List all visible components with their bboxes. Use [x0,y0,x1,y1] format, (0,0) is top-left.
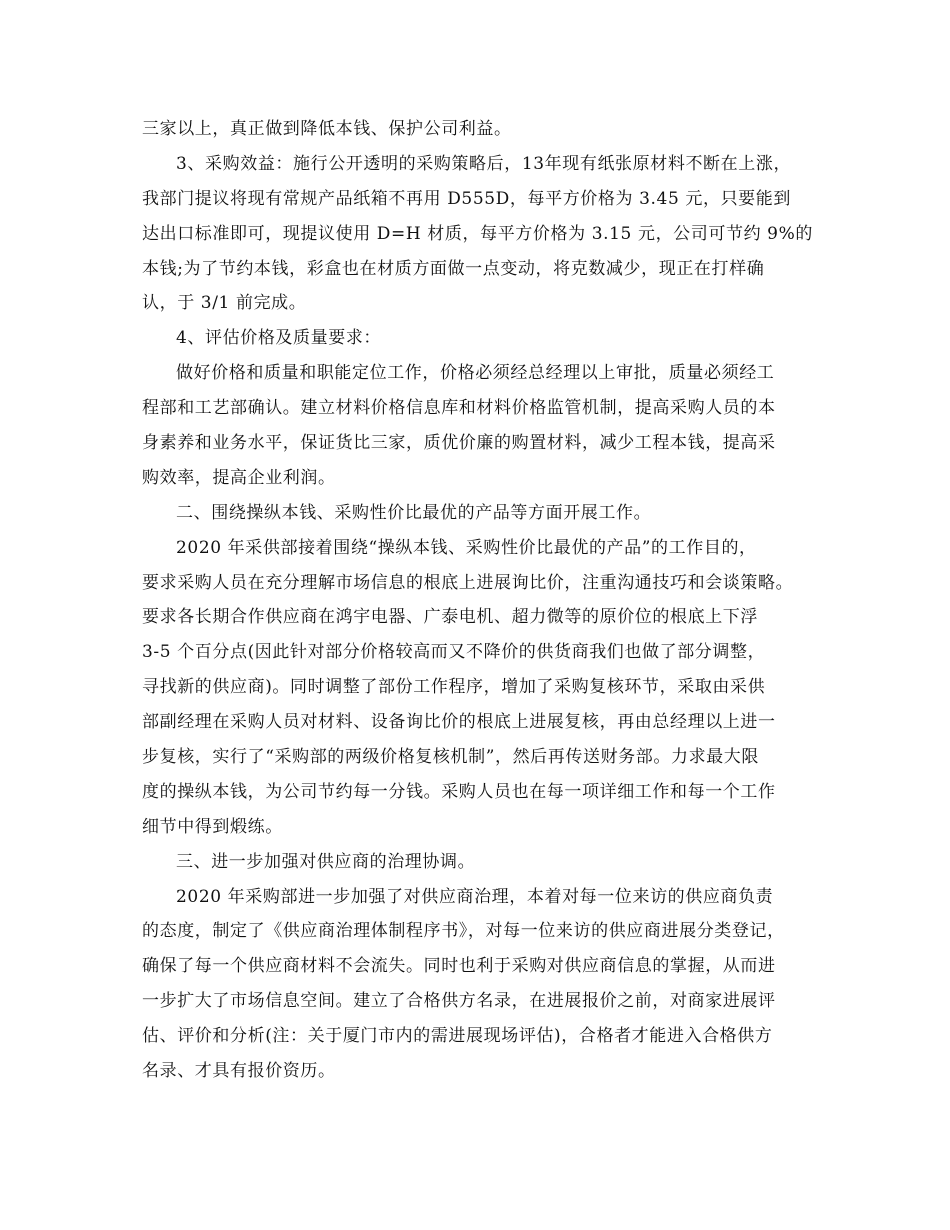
text-line: 度的操纵本钱，为公司节约每一分钱。采购人员也在每一项详细工作和每一个工作 [142,781,776,802]
text-line: 二、围绕操纵本钱、采购性价比最优的产品等方面开展工作。 [176,502,652,523]
text-line: 程部和工艺部确认。建立材料价格信息库和材料价格监管机制，提高采购人员的本 [142,398,776,419]
text-line: 认，于 3/1 前完成。 [142,293,307,314]
text-line: 本钱;为了节约本钱，彩盒也在材质方面做一点变动，将克数减少，现正在打样确 [142,258,765,279]
text-line: 做好价格和质量和职能定位工作，价格必须经总经理以上审批，质量必须经工 [176,363,775,384]
text-line: 购效率，提高企业利润。 [142,467,336,488]
text-line: 确保了每一个供应商材料不会流失。同时也利于采购对供应商信息的掌握，从而进 [142,956,776,977]
text-line: 3-5 个百分点(因此针对部分价格较高而又不降价的供货商我们也做了部分调整， [142,642,766,663]
text-line: 2020 年采购部进一步加强了对供应商治理，本着对每一位来访的供应商负责 [176,886,774,907]
text-line: 的态度，制定了《供应商治理体制程序书》，对每一位来访的供应商进展分类登记， [142,921,785,942]
text-line: 一步扩大了市场信息空间。建立了合格供方名录，在进展报价之前，对商家进展评 [142,991,776,1012]
document-body [142,112,832,1089]
text-line: 达出口标准即可，现提议使用 D=H 材质，每平方价格为 3.15 元，公司可节约 9%的 [142,223,813,244]
text-line: 要求各长期合作供应商在鸿宇电器、广泰电机、超力微等的原价位的根底上下浮 [142,607,758,628]
text-line: 三家以上，真正做到降低本钱、保护公司利益。 [142,119,512,139]
text-line: 2020 年采供部接着围绕“操纵本钱、采购性价比最优的产品”的工作目的， [176,537,757,558]
text-line: 4、评估价格及质量要求： [176,328,382,349]
text-line: 要求采购人员在充分理解市场信息的根底上进展询比价，注重沟通技巧和会谈策略。 [142,572,794,593]
text-line: 寻找新的供应商)。同时调整了部份工作程序，增加了采购复核环节，采取由采供 [142,677,766,698]
text-line: 估、评价和分析(注：关于厦门市内的需进展现场评估)，合格者才能进入合格供方 [142,1026,773,1047]
text-line: 部副经理在采购人员对材料、设备询比价的根底上进展复核，再由总经理以上进一 [142,712,776,733]
text-line: 我部门提议将现有常规产品纸箱不再用 D555D，每平方价格为 3.45 元，只要能到 [142,188,791,209]
text-line: 细节中得到煅练。 [142,816,283,837]
text-line: 步复核，实行了“采购部的两级价格复核机制”，然后再传送财务部。力求最大限 [142,747,759,768]
text-line: 身素养和业务水平，保证货比三家，质优价廉的购置材料，减少工程本钱，提高采 [142,433,776,454]
text-line: 3、采购效益：施行公开透明的采购策略后，13年现有纸张原材料不断在上涨， [176,153,792,174]
text-line: 三、进一步加强对供应商的治理协调。 [176,851,476,872]
text-line: 名录、才具有报价资历。 [142,1061,336,1082]
